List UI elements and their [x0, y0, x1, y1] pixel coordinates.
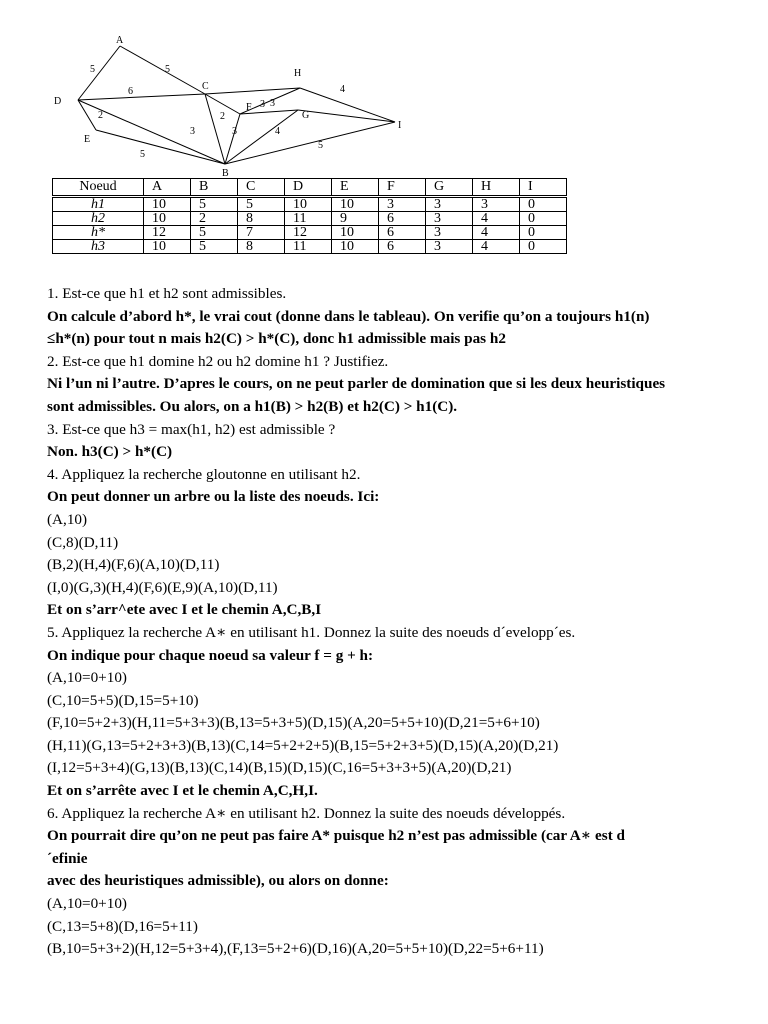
question-line: 4. Appliquez la recherche gloutonne en utilisant h2. [47, 465, 361, 483]
edge-D-C [78, 94, 205, 100]
weight-E-B: 5 [140, 149, 145, 160]
table-cell: 5 [191, 240, 238, 254]
table-cell: 10 [332, 197, 379, 212]
table-cell: 3 [426, 197, 473, 212]
table-header-cell: F [379, 179, 426, 197]
answer-line: On peut donner un arbre ou la liste des noeuds. Ici: [47, 488, 380, 506]
question-line: (A,10) [47, 510, 88, 528]
heuristics-table [52, 178, 567, 254]
node-label-B: B [222, 168, 229, 179]
node-label-A: A [116, 35, 124, 46]
table-cell: 10 [285, 197, 332, 212]
table-cell: 12 [144, 226, 191, 240]
question-line: (A,10=0+10) [47, 669, 127, 687]
edge-C-H [205, 88, 300, 94]
weight-F-H: 3 [270, 98, 275, 109]
node-label-E: E [84, 134, 91, 145]
weight-H-I: 4 [340, 84, 345, 95]
weight-D-C: 6 [128, 86, 133, 97]
edge-A-D [78, 46, 120, 100]
edge-D-E [78, 100, 96, 130]
answer-line: Ni l’un ni l’autre. D’apres le cours, on ne peut parler de domination que si les deux heuristiques [47, 375, 666, 393]
table-header-cell: I [520, 179, 567, 197]
table-row-label: h1 [53, 197, 144, 212]
edge-F-B [225, 114, 240, 164]
table-cell: 0 [520, 226, 567, 240]
node-label-I: I [398, 120, 402, 131]
table-cell: 0 [520, 212, 567, 226]
document-text [47, 283, 747, 961]
question-line: (C,8)(D,11) [47, 533, 119, 551]
table-header-cell: A [144, 179, 191, 197]
table-header-cell: H [473, 179, 520, 197]
table-cell: 12 [285, 226, 332, 240]
answer-line: On pourrait dire qu’on ne peut pas faire A* puisque h2 n’est pas admissible (car A∗ est d [47, 827, 625, 845]
table-cell: 3 [426, 240, 473, 254]
edge-E-B [96, 130, 225, 164]
table-cell: 11 [285, 240, 332, 254]
table-cell: 6 [379, 226, 426, 240]
weight-A-C: 5 [165, 64, 170, 75]
weight-A-D: 5 [90, 64, 95, 75]
question-line: (C,13=5+8)(D,16=5+11) [47, 917, 198, 935]
table-cell: 3 [379, 197, 426, 212]
table-row [53, 226, 567, 240]
edge-C-B [205, 94, 225, 164]
question-line: (B,10=5+3+2)(H,12=5+3+4),(F,13=5+2+6)(D,16)(A,20=5+5+10)(D,22=5+6+11) [47, 940, 544, 958]
table-cell: 0 [520, 197, 567, 212]
weight-F-C: 3 [260, 99, 265, 110]
answer-line: sont admissibles. Ou alors, on a h1(B) > h2(B) et h2(C) > h1(C). [47, 397, 458, 415]
table-cell: 8 [238, 212, 285, 226]
table-cell: 4 [473, 240, 520, 254]
question-line: 3. Est-ce que h3 = max(h1, h2) est admissible ? [47, 420, 336, 438]
edge-B-I [225, 122, 395, 164]
node-label-H: H [294, 68, 302, 79]
table-cell: 5 [191, 197, 238, 212]
question-line: (I,0)(G,3)(H,4)(F,6)(E,9)(A,10)(D,11) [47, 578, 278, 596]
table-cell: 4 [473, 226, 520, 240]
node-label-F: F [246, 102, 252, 113]
table-header-cell: B [191, 179, 238, 197]
table-row-label: h* [53, 226, 144, 240]
table-cell: 10 [144, 240, 191, 254]
table-cell: 11 [285, 212, 332, 226]
table-header-cell: D [285, 179, 332, 197]
node-label-G: G [302, 110, 310, 121]
weight-D-B: 2 [98, 110, 103, 121]
table-header-cell: E [332, 179, 379, 197]
question-line: 5. Appliquez la recherche A∗ en utilisant h1. Donnez la suite des noeuds d´evelopp´es. [47, 623, 576, 641]
weight-G-B: 4 [275, 126, 280, 137]
table-row [53, 212, 567, 226]
table-cell: 5 [191, 226, 238, 240]
table-cell: 6 [379, 240, 426, 254]
answer-line: Non. h3(C) > h*(C) [47, 443, 173, 461]
question-line: 1. Est-ce que h1 et h2 sont admissibles. [47, 285, 287, 302]
edge-H-I [300, 88, 395, 122]
answer-line: ≤h*(n) pour tout n mais h2(C) > h*(C), donc h1 admissible mais pas h2 [47, 330, 506, 348]
question-line: 6. Appliquez la recherche A∗ en utilisant h2. Donnez la suite des noeuds développés. [47, 804, 566, 822]
weight-B-I: 5 [318, 140, 323, 151]
table-cell: 10 [144, 212, 191, 226]
table-header-cell: Noeud [53, 179, 144, 197]
answer-line: On calcule d’abord h*, le vrai cout (donne dans le tableau). On verifie qu’on a toujours h1(n) [47, 307, 650, 325]
question-line: (H,11)(G,13=5+2+3+3)(B,13)(C,14=5+2+2+5)(B,15=5+2+3+5)(D,15)(A,20)(D,21) [47, 736, 559, 754]
graph-edges [78, 46, 395, 164]
edge-G-B [225, 110, 298, 164]
table-header-row [53, 179, 567, 197]
weight-C-F: 2 [220, 111, 225, 122]
table-cell: 3 [426, 226, 473, 240]
table-cell: 10 [332, 240, 379, 254]
table-row-label: h2 [53, 212, 144, 226]
node-label-C: C [202, 81, 209, 92]
question-line: 2. Est-ce que h1 domine h2 ou h2 domine h1 ? Justifiez. [47, 352, 389, 370]
answer-line: Et on s’arr^ete avec I et le chemin A,C,B,I [47, 601, 322, 619]
question-line: (A,10=0+10) [47, 895, 127, 913]
table-cell: 9 [332, 212, 379, 226]
table-cell: 3 [473, 197, 520, 212]
table-row-label: h3 [53, 240, 144, 254]
table-cell: 7 [238, 226, 285, 240]
answer-line: On indique pour chaque noeud sa valeur f = g + h: [47, 646, 374, 664]
table-cell: 4 [473, 212, 520, 226]
table-row [53, 240, 567, 254]
node-label-D: D [54, 96, 62, 107]
table-cell: 10 [144, 197, 191, 212]
weight-D-B-2: 3 [190, 126, 195, 137]
weight-C-B: 3 [232, 126, 237, 137]
table-header-cell: G [426, 179, 473, 197]
table-row [53, 197, 567, 212]
table-cell: 8 [238, 240, 285, 254]
answer-line: ´efinie [47, 849, 88, 867]
answer-line: Et on s’arrête avec I et le chemin A,C,H,I. [47, 782, 318, 800]
question-line: (I,12=5+3+4)(G,13)(B,13)(C,14)(B,15)(D,15)(C,16=5+3+3+5)(A,20)(D,21) [47, 759, 512, 777]
table-cell: 5 [238, 197, 285, 212]
edge-G-I [298, 110, 395, 122]
table-cell: 6 [379, 212, 426, 226]
question-line: (B,2)(H,4)(F,6)(A,10)(D,11) [47, 556, 220, 574]
table-cell: 2 [191, 212, 238, 226]
table-cell: 3 [426, 212, 473, 226]
table-body [53, 197, 567, 254]
question-line: (C,10=5+5)(D,15=5+10) [47, 691, 199, 709]
table-cell: 0 [520, 240, 567, 254]
table-header-cell: C [238, 179, 285, 197]
answer-line: avec des heuristiques admissible), ou alors on donne: [47, 872, 389, 890]
question-line: (F,10=5+2+3)(H,11=5+3+3)(B,13=5+3+5)(D,15)(A,20=5+5+10)(D,21=5+6+10) [47, 714, 540, 732]
table-cell: 10 [332, 226, 379, 240]
graph-diagram [40, 34, 430, 184]
